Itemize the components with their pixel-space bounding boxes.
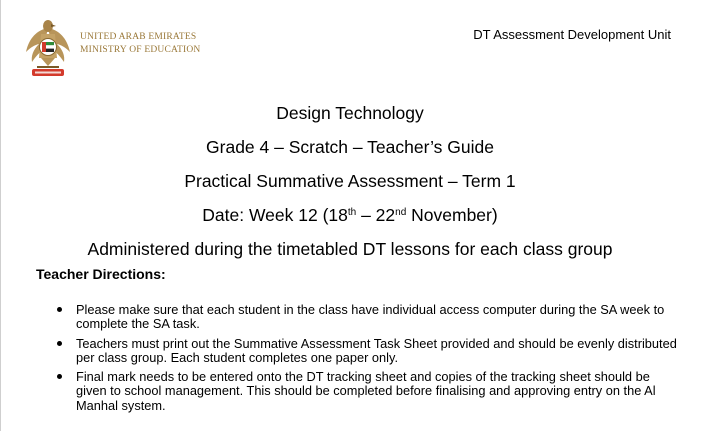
title-block	[1, 96, 699, 266]
date-suffix: November)	[406, 205, 498, 225]
bullet-icon	[57, 307, 62, 312]
guide-title: Grade 4 – Scratch – Teacher’s Guide	[206, 137, 494, 157]
uae-emblem-icon	[23, 14, 73, 80]
list-item-text: Teachers must print out the Summative Assessment Task Sheet provided and should be evenly distributed per class group. Each student completes one paper only.	[76, 335, 677, 365]
bullet-icon	[57, 341, 62, 346]
bullet-icon	[57, 374, 62, 379]
ministry-line-ministry: MINISTRY OF EDUCATION	[80, 45, 201, 55]
list-item	[57, 337, 677, 366]
ministry-name	[80, 31, 201, 57]
ministry-line-country: UNITED ARAB EMIRATES	[80, 32, 197, 42]
list-item	[57, 303, 677, 332]
date-middle: – 22	[356, 205, 396, 225]
administration-note: Administered during the timetabled DT lessons for each class group	[87, 239, 613, 259]
unit-name: DT Assessment Development Unit	[473, 27, 671, 42]
date-prefix: Date: Week 12 (18	[202, 205, 348, 225]
list-item-text: Please make sure that each student in the class have individual access computer during the SA week to complete the SA task.	[76, 302, 665, 332]
assessment-title: Practical Summative Assessment – Term 1	[184, 171, 516, 191]
assessment-date	[1, 198, 699, 232]
list-item	[57, 370, 677, 413]
date-superscript-end: nd	[395, 207, 407, 218]
directions-list	[57, 303, 677, 418]
date-superscript-start: th	[347, 207, 357, 218]
directions-heading: Teacher Directions:	[36, 266, 166, 282]
list-item-text: Final mark needs to be entered onto the DT tracking sheet and copies of the tracking sheet should be given to school management. This should be completed before finalising and approving entry on the Al Manhal system.	[76, 369, 656, 413]
subject-title: Design Technology	[276, 103, 424, 123]
